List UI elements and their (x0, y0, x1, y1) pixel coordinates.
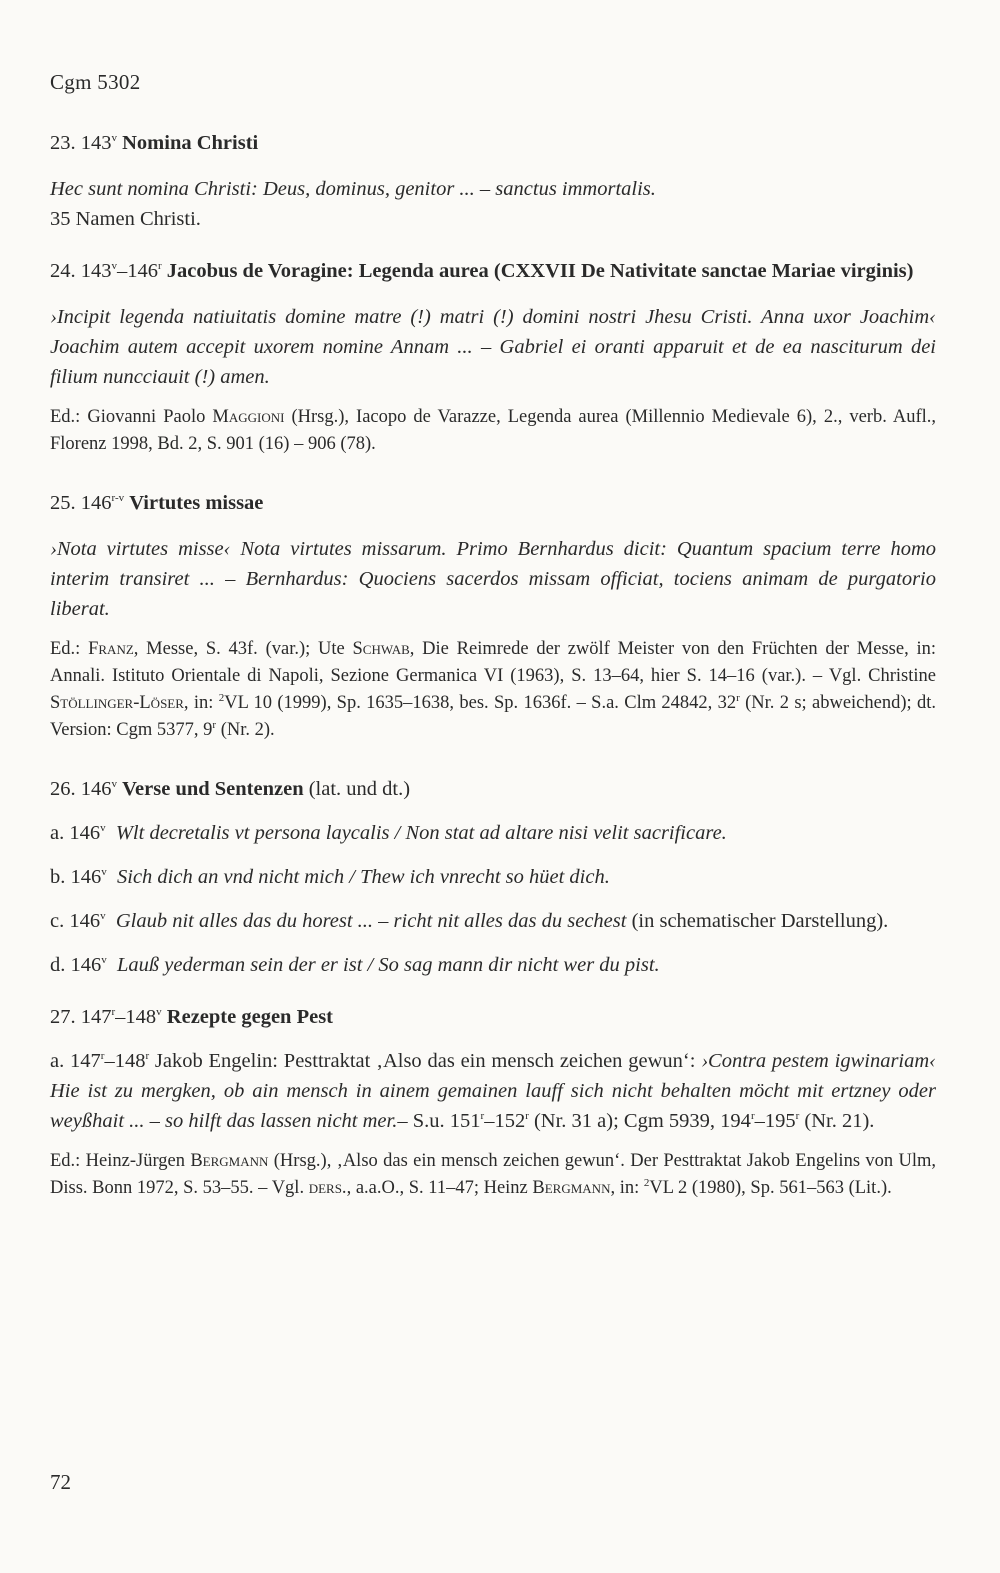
entry-title: Nomina Christi (122, 132, 259, 154)
entry-25 (50, 488, 936, 744)
entry-heading: 26. 146$^v$ Verse und Sentenzen (lat. und dt.) (50, 778, 411, 800)
incipit: ›Nota virtutes misse‹ Nota virtutes missarum. Primo Bernhardus dicit: Quantum spacium terre homo interim transiret ... – Bernhardus: Quociens sacerdos missam officiat, tociens animam de purgatorio liberat. (50, 538, 936, 620)
edition-note: Ed.: Franz, Messe, S. 43f. (var.); Ute Schwab, Die Reimrede der zwölf Meister von den Früchten der Messe, in: Annali. Istituto Orientale di Napoli, Sezione Germanica VI (1963), S. 13–64, hier S. 14–16 (var.). – Vgl. Christine Stöllinger-Löser, in: $^2$VL 10 (1999), Sp. 1635–1638, bes. Sp. 1636f. – S.a. Clm 24842, 32$^r$ (Nr. 2 s; abweichend); dt. Version: Cgm 5377, 9$^r$ (Nr. 2). (50, 639, 936, 740)
edition-note: Ed.: Giovanni Paolo Maggioni (Hrsg.), Iacopo de Varazze, Legenda aurea (Millennio Medievale 6), 2., verb. Aufl., Florenz 1998, Bd. 2, S. 901 (16) – 906 (78). (50, 407, 936, 454)
entry-heading: 27. 147$^r$–148$^v$ Rezepte gegen Pest (50, 1006, 333, 1028)
entry-26 (50, 774, 936, 980)
sub-item-a: a. 147$^r$–148$^r$ Jakob Engelin: Pesttraktat ‚Also das ein mensch zeichen gewun‘: ›Contra pestem igwinariam‹ Hie ist zu mergken, ob ain mensch in ainem gemainen lauff sich nicht behalten möcht mit ertzney oder weyßhait ... – so hilft das lassen nicht mer.– S.u. 151$^r$–152$^r$ (Nr. 31 a); Cgm 5939, 194$^r$–195$^r$ (Nr. 21). (50, 1050, 937, 1132)
sub-item-a: a. 146$^v$ Wlt decretalis vt persona laycalis / Non stat ad altare nisi velit sacrificare. (50, 822, 727, 844)
sub-item-b: b. 146$^v$ Sich dich an vnd nicht mich / Thew ich vnrecht so hüet dich. (50, 866, 610, 888)
page-number: 72 (50, 1470, 71, 1494)
document-page (50, 0, 936, 1573)
entry-heading: 23. 143$^v$ Nomina Christi (50, 132, 259, 154)
entry-title: Rezepte gegen Pest (166, 1006, 333, 1028)
incipit: ›Incipit legenda natiuitatis domine matre (!) matri (!) domini nostri Jhesu Cristi. Anna uxor Joachim‹ Joachim autem accepit uxorem nomine Annam ... – Gabriel ei oranti apparuit et de ea nasciturum dei filium nuncciauit (!) amen. (50, 306, 936, 388)
entry-heading: 25. 146$^{r-v}$ Virtutes missae (50, 492, 264, 514)
running-head: Cgm 5302 (50, 70, 141, 94)
entry-24 (50, 256, 936, 458)
entry-title: Jacobus de Voragine: Legenda aurea (CXXVII De Nativitate sanctae Mariae virginis) (166, 260, 914, 282)
entry-23 (50, 128, 936, 234)
catalog-body (50, 128, 936, 1224)
entry-title: Virtutes missae (129, 492, 264, 514)
entry-heading: 24. 143$^v$–146$^r$ Jacobus de Voragine: Legenda aurea (CXXVII De Nativitate sanctae Mariae virginis) (50, 260, 914, 282)
entry-title: Verse und Sentenzen (122, 778, 304, 800)
sub-item-c: c. 146$^v$ Glaub nit alles das du horest ... – richt nit alles das du sechest (in schematischer Darstellung). (50, 910, 889, 932)
sub-item-d: d. 146$^v$ Lauß yederman sein der er ist / So sag mann dir nicht wer du pist. (50, 954, 660, 976)
entry-27 (50, 1002, 936, 1202)
edition-note: Ed.: Heinz-Jürgen Bergmann (Hrsg.), ‚Also das ein mensch zeichen gewun‘. Der Pesttraktat Jakob Engelins von Ulm, Diss. Bonn 1972, S. 53–55. – Vgl. ders., a.a.O., S. 11–47; Heinz Bergmann, in: $^2$VL 2 (1980), Sp. 561–563 (Lit.). (50, 1151, 936, 1198)
incipit: Hec sunt nomina Christi: Deus, dominus, genitor ... – sanctus immortalis. (50, 178, 656, 200)
entry-note: 35 Namen Christi. (50, 208, 201, 230)
